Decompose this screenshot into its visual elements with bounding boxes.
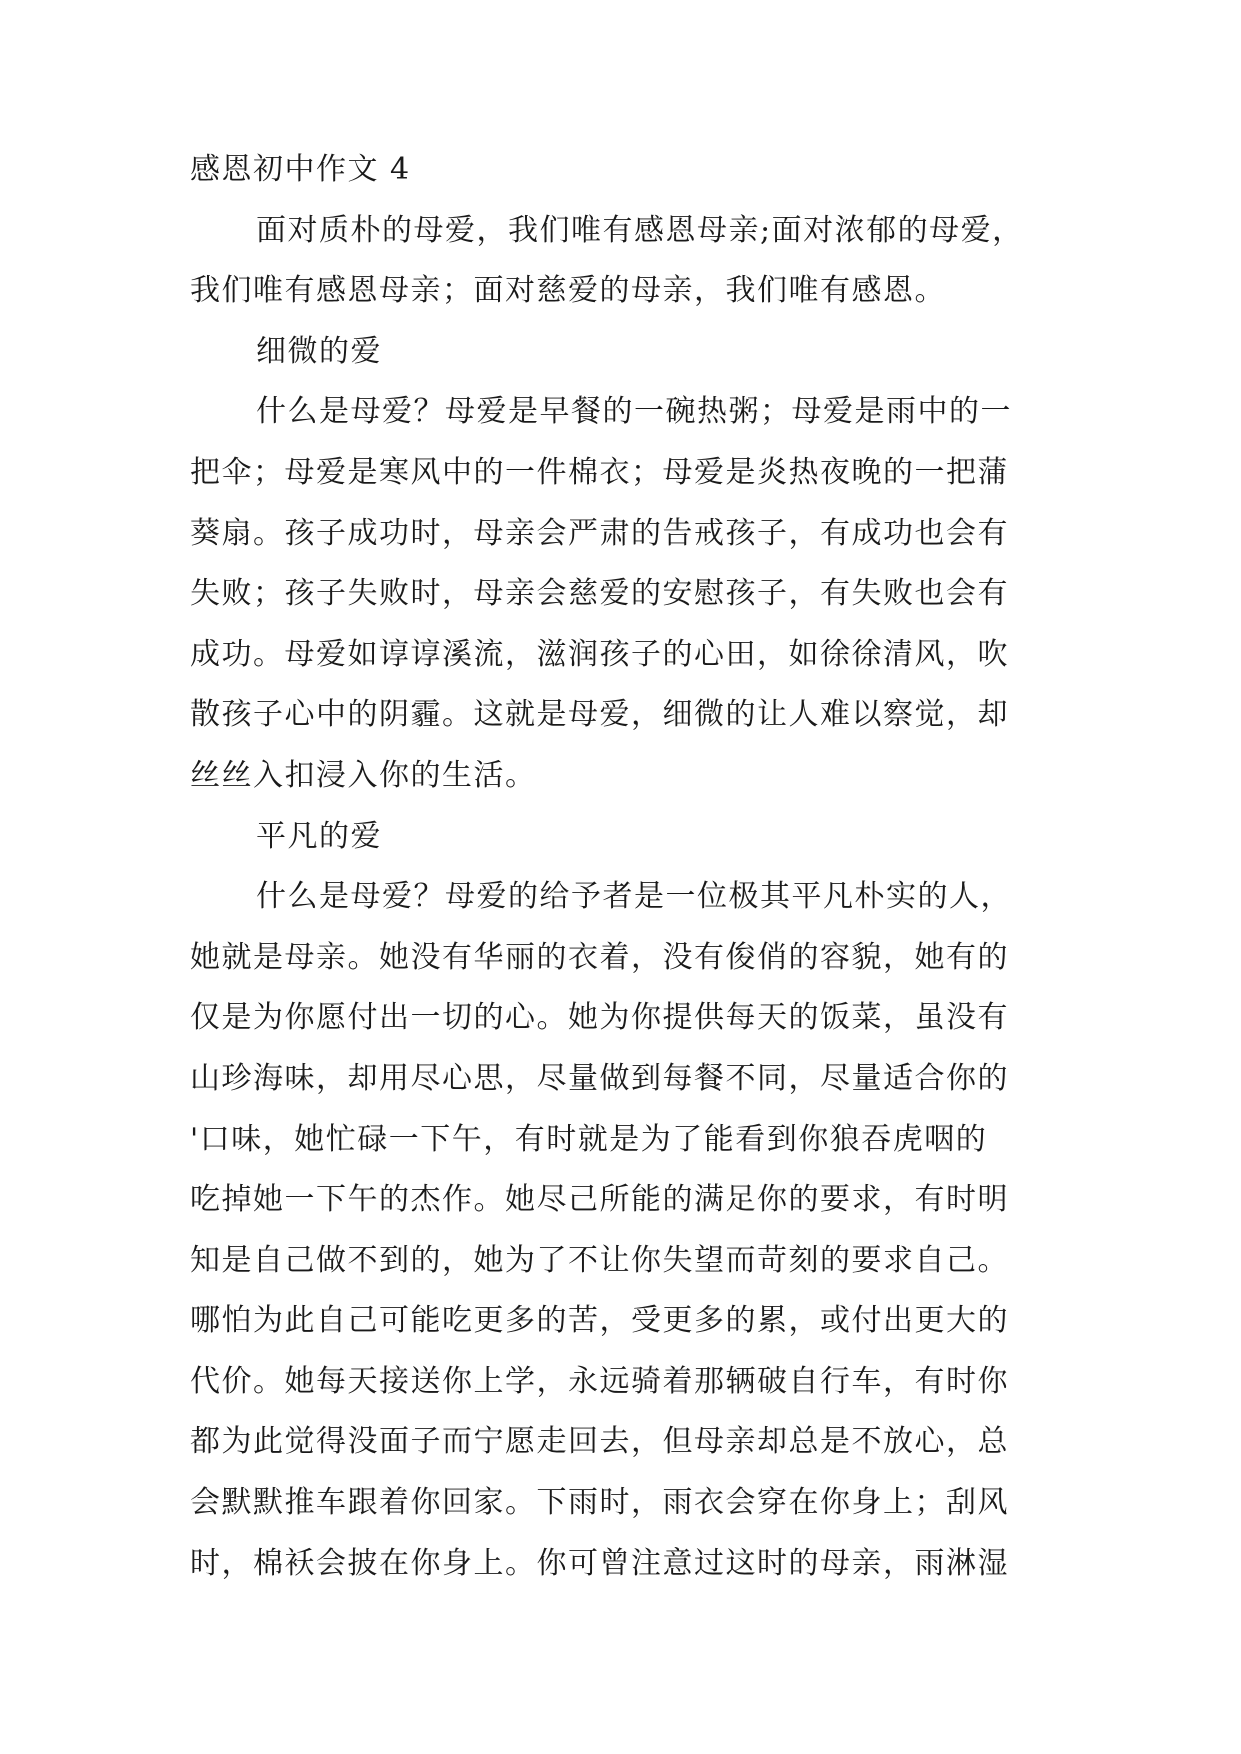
paragraph-line: 什么是母爱？母爱是早餐的一碗热粥；母爱是雨中的一: [256, 394, 1012, 430]
essay-title: 感恩初中作文 4: [190, 152, 411, 187]
paragraph-line: 她就是母亲。她没有华丽的衣着，没有俊俏的容貌，她有的: [190, 939, 1009, 975]
paragraph-line: 代价。她每天接送你上学，永远骑着那辆破自行车，有时你: [190, 1363, 1009, 1399]
paragraph-line: 仅是为你愿付出一切的心。她为你提供每天的饭菜，虽没有: [190, 1000, 1009, 1036]
section-heading-ordinary-love: 平凡的爱: [256, 818, 382, 854]
paragraph-line: 都为此觉得没面子而宁愿走回去，但母亲却总是不放心，总: [190, 1424, 1009, 1460]
paragraph-line: 葵扇。孩子成功时，母亲会严肃的告戒孩子，有成功也会有: [190, 515, 1009, 551]
paragraph-subtle-love: [190, 382, 1060, 806]
paragraph-line: 吃掉她一下午的杰作。她尽己所能的满足你的要求，有时明: [190, 1182, 1009, 1218]
paragraph-intro: [190, 201, 1060, 322]
paragraph-line: 成功。母爱如谆谆溪流，滋润孩子的心田，如徐徐清风，吹: [190, 636, 1009, 672]
paragraph-line: 把伞；母爱是寒风中的一件棉衣；母爱是炎热夜晚的一把蒲: [190, 454, 1009, 490]
section-heading-subtle-love: 细微的爱: [256, 333, 382, 369]
paragraph-ordinary-love: [190, 867, 1060, 1594]
paragraph-line: 丝丝入扣浸入你的生活。: [190, 757, 537, 793]
paragraph-line: 我们唯有感恩母亲；面对慈爱的母亲，我们唯有感恩。: [190, 273, 946, 309]
paragraph-line: 什么是母爱？母爱的给予者是一位极其平凡朴实的人，: [256, 879, 1012, 915]
paragraph-line: 时，棉袄会披在你身上。你可曾注意过这时的母亲，雨淋湿: [190, 1545, 1009, 1581]
paragraph-line: 哪怕为此自己可能吃更多的苦，受更多的累，或付出更大的: [190, 1303, 1009, 1339]
paragraph-line: '口味，她忙碌一下午，有时就是为了能看到你狼吞虎咽的: [190, 1121, 988, 1157]
paragraph-line: 会默默推车跟着你回家。下雨时，雨衣会穿在你身上；刮风: [190, 1485, 1009, 1521]
paragraph-line: 失败；孩子失败时，母亲会慈爱的安慰孩子，有失败也会有: [190, 576, 1009, 612]
paragraph-line: 散孩子心中的阴霾。这就是母爱，细微的让人难以察觉，却: [190, 697, 1009, 733]
paragraph-line: 面对质朴的母爱，我们唯有感恩母亲;面对浓郁的母爱，: [256, 212, 1024, 248]
paragraph-line: 山珍海味，却用尽心思，尽量做到每餐不同，尽量适合你的: [190, 1060, 1009, 1096]
document-page: [190, 140, 1060, 1594]
paragraph-line: 知是自己做不到的，她为了不让你失望而苛刻的要求自己。: [190, 1242, 1009, 1278]
